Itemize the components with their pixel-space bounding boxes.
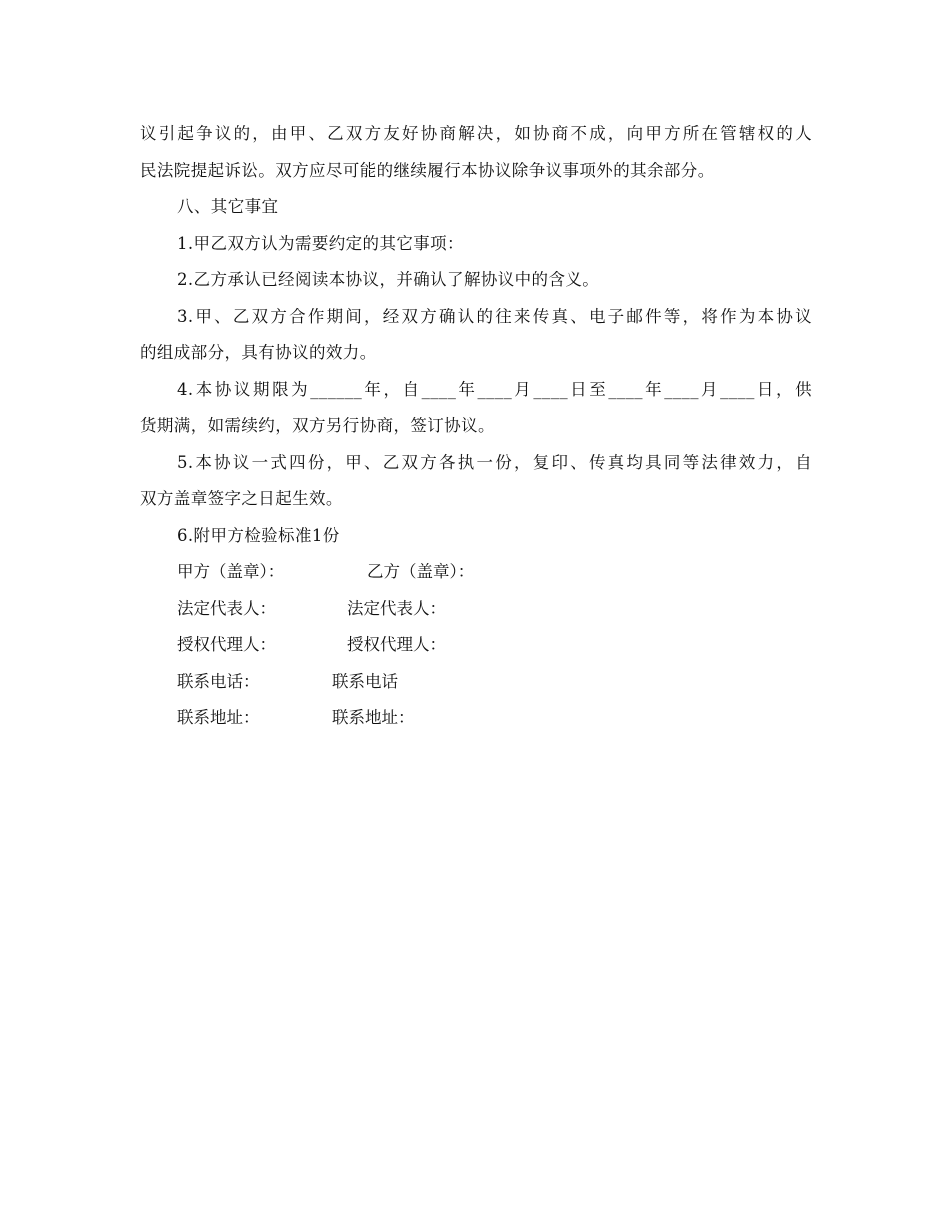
clause-item-3-line-2: 的组成部分，具有协议的效力。: [140, 343, 377, 362]
party-a-phone-label: 联系电话：: [177, 671, 260, 691]
document-page: [140, 116, 812, 737]
clause-item-1: 1.甲乙双方认为需要约定的其它事项：: [177, 233, 464, 253]
party-a-seal-label: 甲方（盖章）：: [177, 562, 285, 581]
signature-row-phone: [140, 664, 812, 701]
paragraph-dispute-line-1: 议引起争议的，由甲、乙双方友好协商解决，如协商不成，向甲方所在管辖权的人: [140, 124, 812, 143]
party-b-phone-label: 联系电话: [332, 671, 398, 691]
clause-item-5-line-1: 5.本协议一式四份，甲、乙双方各执一份，复印、传真均具同等法律效力，自: [177, 452, 812, 472]
party-a-agent-label: 授权代理人：: [177, 635, 276, 654]
clause-item-3-line-1: 3.甲、乙双方合作期间，经双方确认的往来传真、电子邮件等，将作为本协议: [177, 306, 812, 326]
clause-item-6: 6.附甲方检验标准1份: [177, 525, 340, 545]
clause-item-2: 2.乙方承认已经阅读本协议，并确认了解协议中的含义。: [177, 270, 600, 289]
party-b-address-label: 联系地址：: [332, 708, 415, 727]
paragraph-dispute-line-2: 民法院提起诉讼。双方应尽可能的继续履行本协议除争议事项外的其余部分。: [140, 160, 715, 180]
party-b-representative-label: 法定代表人：: [347, 598, 446, 618]
party-b-seal-label: 乙方（盖章）：: [367, 562, 475, 581]
party-a-address-label: 联系地址：: [177, 708, 260, 727]
signature-row-representative: [140, 591, 812, 628]
clause-item-4-line-2: 货期满，如需续约，双方另行协商，签订协议。: [140, 416, 495, 435]
clause-item-5-line-2: 双方盖章签字之日起生效。: [140, 489, 343, 508]
signature-row-address: [140, 700, 812, 737]
clause-item-4-line-1: 4.本协议期限为______年，自____年____月____日至____年____月____日，供: [177, 379, 812, 399]
party-b-agent-label: 授权代理人：: [347, 635, 446, 654]
signature-row-agent: [140, 627, 812, 664]
party-a-representative-label: 法定代表人：: [177, 598, 276, 618]
signature-row-seal: [140, 554, 812, 591]
section-heading-other-matters: 八、其它事宜: [177, 197, 279, 216]
